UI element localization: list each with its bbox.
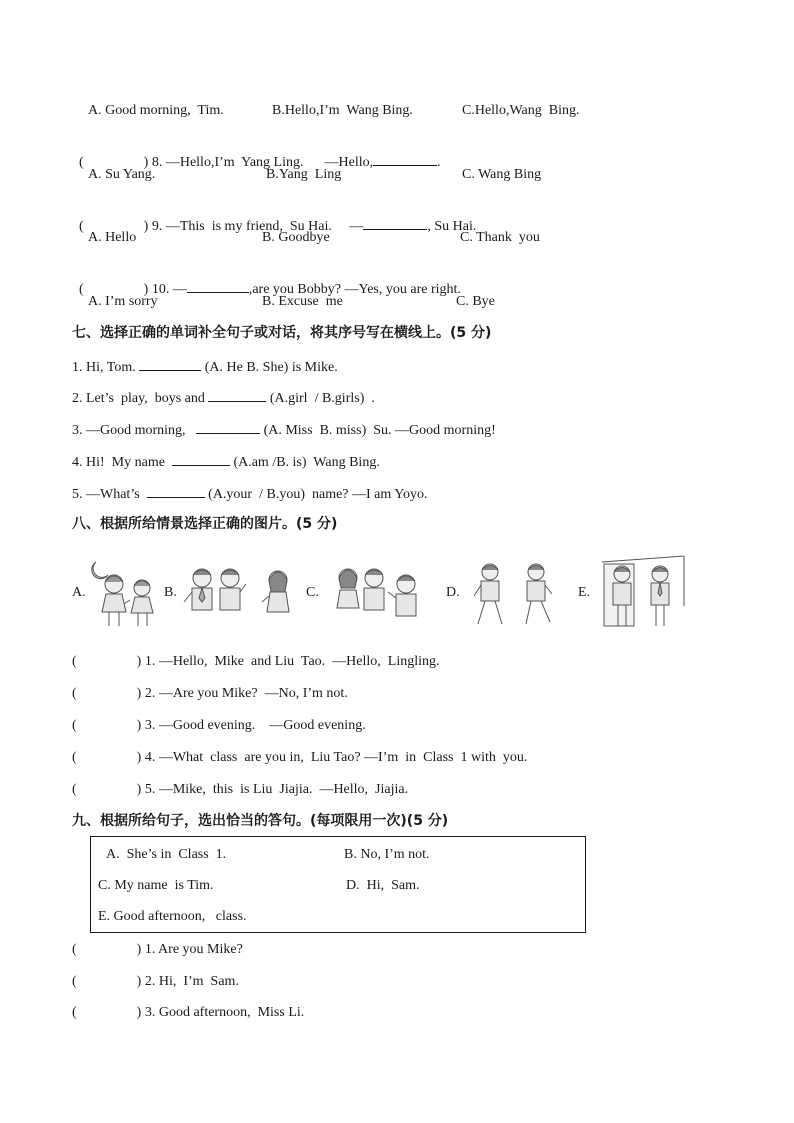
item-text: 4. Hi! My name: [72, 455, 172, 470]
sec8-item-5: [72, 781, 408, 799]
sec8-item-2: [72, 685, 348, 703]
question-8-tail: .: [437, 155, 441, 170]
box-option-d: D. Hi, Sam.: [346, 878, 420, 893]
answer-paren-open: (: [79, 282, 84, 297]
answer-blank[interactable]: [147, 484, 205, 498]
item-text: 2. Let’s play, boys and: [72, 391, 209, 406]
answer-paren-open: (: [79, 155, 84, 170]
q9-option-b: B. Goodbye: [262, 230, 330, 245]
answer-paren-open: (: [72, 750, 77, 765]
item-text: ) 1. —Hello, Mike and Liu Tao. —Hello, Lingling.: [136, 654, 440, 669]
item-text: (A.your / B.you) name? —I am Yoyo.: [204, 487, 428, 502]
q10-option-b: B. Excuse me: [262, 294, 343, 309]
answer-paren-open: (: [72, 974, 77, 989]
q7-option-b: B.Hello,I’m Wang Bing.: [272, 103, 413, 118]
q8-option-a: A. Su Yang.: [88, 167, 156, 182]
sec9-item-1: [72, 941, 243, 959]
question-10-tail: ,are you Bobby? —Yes, you are right.: [248, 282, 461, 297]
q8-option-b: B.Yang Ling: [266, 167, 342, 182]
section-9-heading: 九、根据所给句子，选出恰当的答句。(每项限用一次)(5 分): [72, 813, 449, 829]
q9-option-a: A. Hello: [88, 230, 137, 245]
answer-blank[interactable]: [363, 216, 427, 230]
picture-e-classroom-door[interactable]: [600, 554, 686, 634]
item-text: (A. He B. She) is Mike.: [201, 360, 338, 375]
sec7-item-4: [72, 452, 380, 472]
sec9-item-3: [72, 1004, 304, 1022]
answer-paren-open: (: [72, 942, 77, 957]
q7-option-a: A. Good morning, Tim.: [88, 103, 224, 118]
question-9-tail: , Su Hai.: [427, 219, 477, 234]
sec9-item-2: [72, 973, 239, 991]
picture-b-boys-and-girl[interactable]: [180, 562, 300, 630]
item-text: ) 5. —Mike, this is Liu Jiajia. —Hello, Jiajia.: [136, 782, 409, 797]
picture-label-d: D.: [446, 585, 460, 600]
sec8-item-3: [72, 717, 366, 735]
question-9-text: ) 9. —This is my friend, Su Hai. —: [143, 219, 364, 234]
q10-option-a: A. I’m sorry: [88, 294, 158, 309]
picture-a-evening-girls[interactable]: [86, 556, 166, 632]
item-text: (A.girl / B.girls) .: [266, 391, 375, 406]
sec7-item-3: [72, 420, 496, 440]
item-text: 5. —What’s: [72, 487, 147, 502]
box-option-e: E. Good afternoon, class.: [98, 909, 247, 924]
sec7-item-5: [72, 484, 427, 504]
answer-blank[interactable]: [196, 420, 260, 434]
item-text: ) 2. Hi, I’m Sam.: [136, 974, 239, 989]
answer-blank[interactable]: [208, 388, 266, 402]
picture-d-boys-walking[interactable]: [466, 560, 562, 632]
answer-paren-open: (: [72, 718, 77, 733]
answer-blank[interactable]: [373, 152, 437, 166]
answer-paren-open: (: [72, 782, 77, 797]
sec7-item-2: [72, 388, 375, 408]
item-text: (A. Miss B. miss) Su. —Good morning!: [260, 423, 496, 438]
item-text: ) 1. Are you Mike?: [136, 942, 243, 957]
q10-option-c: C. Bye: [456, 294, 495, 309]
picture-label-a: A.: [72, 585, 86, 600]
q9-option-c: C. Thank you: [460, 230, 540, 245]
question-10-text: ) 10. —: [143, 282, 187, 297]
picture-label-b: B.: [164, 585, 177, 600]
picture-label-c: C.: [306, 585, 319, 600]
picture-label-e: E.: [578, 585, 591, 600]
answer-paren-open: (: [72, 686, 77, 701]
item-text: ) 3. —Good evening. —Good evening.: [136, 718, 366, 733]
item-text: ) 3. Good afternoon, Miss Li.: [136, 1005, 305, 1020]
sec8-item-1: [72, 653, 440, 671]
answer-paren-open: (: [79, 219, 84, 234]
answer-blank[interactable]: [187, 279, 249, 293]
item-text: ) 4. —What class are you in, Liu Tao? —I’m in Class 1 with you.: [136, 750, 528, 765]
box-option-a: A. She’s in Class 1.: [106, 847, 227, 862]
sec8-item-4: [72, 749, 527, 767]
picture-c-children-group[interactable]: [328, 562, 428, 630]
section-7-heading: 七、选择正确的单词补全句子或对话，将其序号写在横线上。(5 分): [72, 325, 492, 341]
item-text: (A.am /B. is) Wang Bing.: [229, 455, 380, 470]
question-8-text: ) 8. —Hello,I’m Yang Ling. —Hello,: [143, 155, 374, 170]
answer-blank[interactable]: [139, 357, 201, 371]
q8-option-c: C. Wang Bing: [462, 167, 542, 182]
answer-blank[interactable]: [172, 452, 230, 466]
answer-paren-open: (: [72, 1005, 77, 1020]
sec7-item-1: [72, 357, 338, 377]
box-option-c: C. My name is Tim.: [98, 878, 214, 893]
item-text: 3. —Good morning,: [72, 423, 197, 438]
item-text: ) 2. —Are you Mike? —No, I’m not.: [136, 686, 348, 701]
answer-paren-open: (: [72, 654, 77, 669]
q7-option-c: C.Hello,Wang Bing.: [462, 103, 580, 118]
box-option-b: B. No, I’m not.: [344, 847, 430, 862]
section-8-heading: 八、根据所给情景选择正确的图片。(5 分): [72, 516, 338, 532]
item-text: 1. Hi, Tom.: [72, 360, 140, 375]
